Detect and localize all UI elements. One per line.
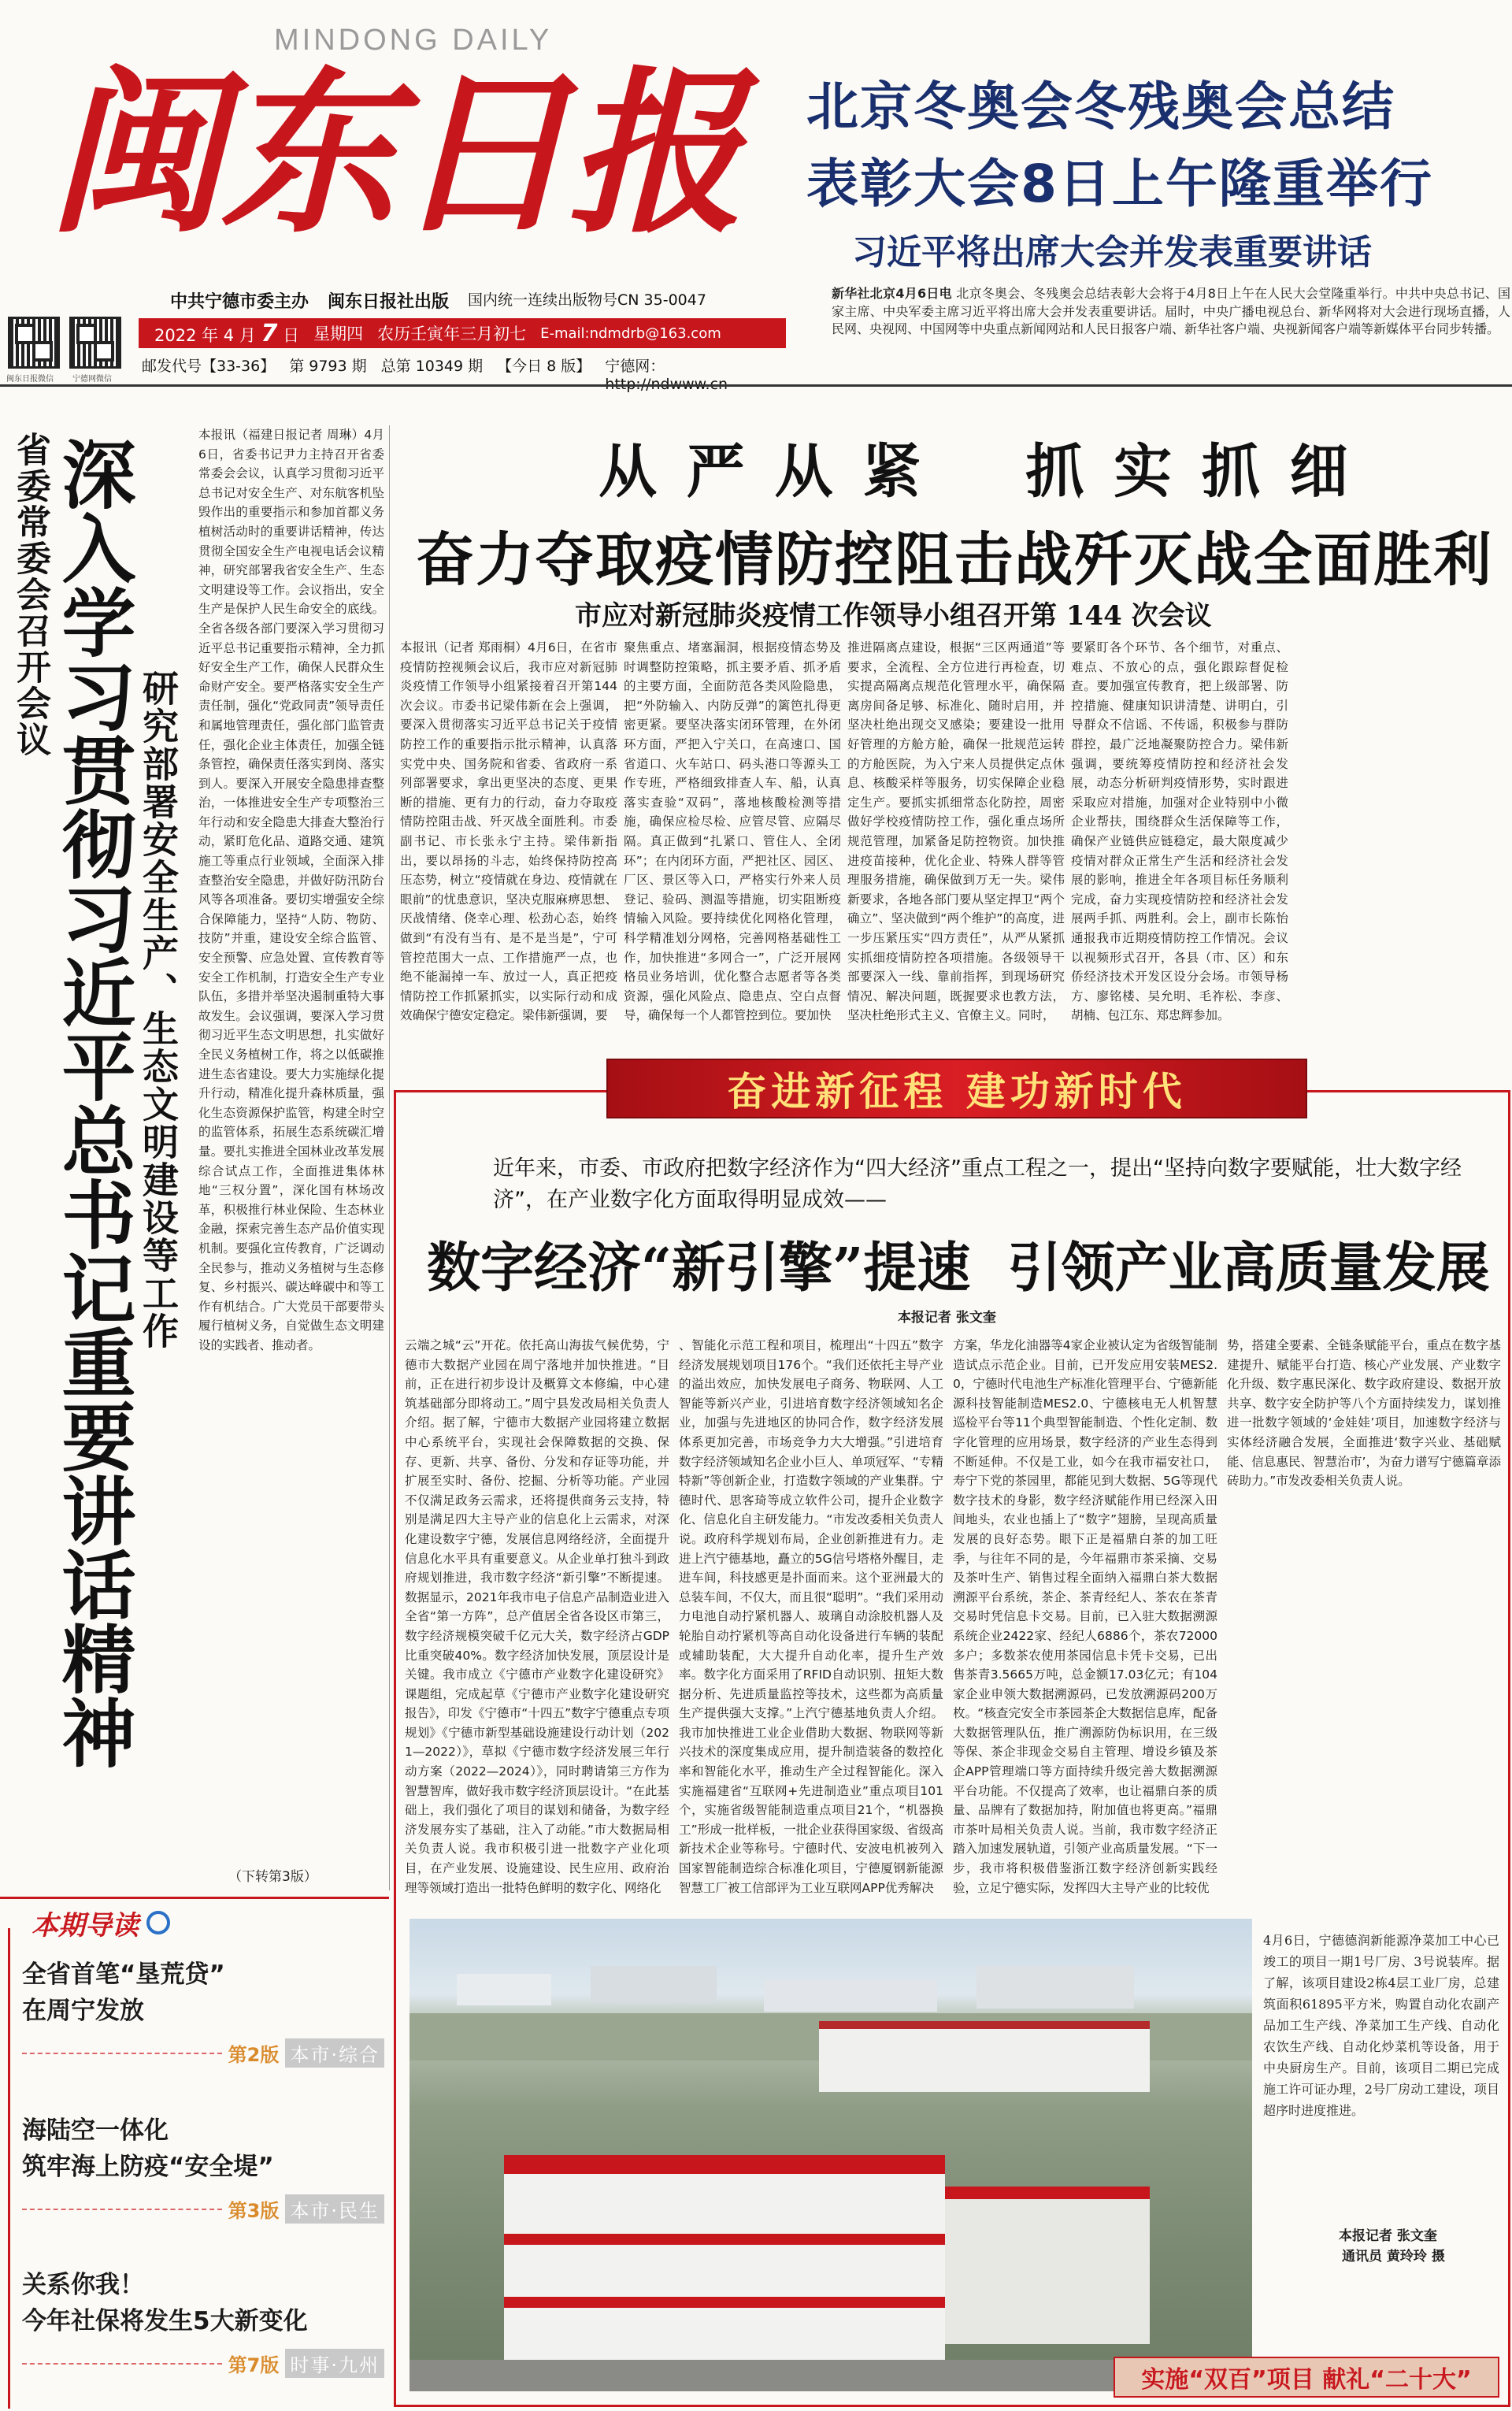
photo-tag: 实施“双百”项目 献礼“二十大” bbox=[1114, 2357, 1499, 2398]
feature-byline: 本报记者 张文奎 bbox=[898, 1310, 996, 1326]
website-link[interactable]: 宁德网： bbox=[605, 358, 665, 375]
guide-item-2-page: 第3版 bbox=[228, 2200, 280, 2222]
main-body-col4: 要紧盯各个环节、各个细节，对重点、难点、不放心的点，强化跟踪督促检查。要加强宣传教育，把上级部署、防控措施、健康知识讲清楚、讲明白，引导群众不信谣、不传谣，积极参与群防群控，最广泛地凝聚防控合力。梁伟新强调，要统筹疫情防控和经济社会发展，动态分析研判疫情形势，实时跟进采取应对措施，加强对企业特别中小微企业帮扶，围绕群众生活保障等工作，确保产业链供应链稳定，最大限度减少疫情对群众正常生产生活和经济社会发展的影响，推进全年各项目标任务顺利完成，奋力实现疫情防控和经济社会发展两手抓、两胜利。会上，副市长陈怡通报我市近期疫情防控工作情况。会议以视频形式召开，各县（市、区）和东侨经济技术开发区设分会场。市领导杨方、廖铭楼、吴允明、毛祚松、李彦、胡楠、包江东、郑忠辉参加。 bbox=[1071, 640, 1288, 1023]
guide-item-2[interactable] bbox=[22, 2112, 384, 2224]
issue-number: 第 9793 期 bbox=[289, 358, 367, 375]
guide-item-1-title1: 全省首笔“垦荒贷” bbox=[22, 1960, 225, 1989]
guide-item-3-label bbox=[22, 2349, 384, 2378]
feature-body-col4: 势，搭建全要素、全链条赋能平台，重点在数字基建提升、赋能平台打造、核心产业发展、产业数字化升级、数字惠民深化、数字政府建设、数据开放共享、数字安全防护等八个方面持续发力，谋划推进一批数字领域的‘金娃娃’项目，加速数字经济与实体经济融合发展，全面推进‘数字兴业、基础赋能、信息惠民、智慧治市’，为奋力谱写宁德篇章添砖助力。”市发改委相关负责人说。 bbox=[1227, 1338, 1501, 1489]
main-body-col2: 聚焦重点、堵塞漏洞，根据疫情态势及时调整防控策略，抓主要矛盾、抓矛盾的主要方面，全面防范各类风险隐患，把“外防输入、内防反弹”的篱笆扎得更密更紧。要坚决落实闭环管理，在外闭环方面，严把入宁关口，在高速口、国省道口、火车站口、码头港口等源头工作专班，严格细致排查人车、船，认真落实查验“双码”，落地核酸检测等措施，确保应检尽检、应管尽管、应隔尽隔。真正做到“扎紧口、管住人、全闭环”；在内闭环方面，严把社区、园区、厂区、景区等入口，严格实行外来人员登记、验码、测温等措施，切实阻断疫情输入风险。要持续优化网格化管理，科学精准划分网格，完善网格基础性工作，加快推进“多网合一”，广泛开展网格员业务培训，优化整合志愿者等各类资源，强化风险点、隐患点、空白点督导，确保每一个人都管控到位。要加快 bbox=[624, 640, 841, 1023]
guide-item-1-label bbox=[22, 2038, 384, 2068]
feature-photo[interactable] bbox=[410, 1919, 1252, 2391]
guide-item-3-title1: 关系你我！ bbox=[22, 2271, 144, 2299]
main-subtitle: 市应对新冠肺炎疫情工作领导小组召开第 144 次会议 bbox=[575, 600, 1212, 632]
guide-item-1-section: 本市·综合 bbox=[285, 2038, 384, 2068]
left-subhead: 研究部署安全生产、生态文明建设等工作 bbox=[137, 670, 180, 1350]
date-bar bbox=[139, 318, 786, 348]
main-body-col3: 推进隔离点建设，根据“三区两通道”等要求，全流程、全方位进行再检查，切实提高隔离点规范化管理水平，确保隔离房间备足够、标准化、随时启用，并坚决杜绝出现交叉感染；要建设一批用好管理的方舱方舱，确保一批规范运转的方舱医院，为入宁来人员提供定点休息、核酸采样等服务，切实保障企业稳定生产。要抓实抓细常态化防控，周密做好学校疫情防控工作，强化重点场所规范管理，加紧备足防控物资。加快推进疫苗接种，优化企业、特殊人群等管理服务措施，确保做到万无一失。梁伟新要求，各地各部门要从坚定捍卫“两个确立”、坚决做到“两个维护”的高度，进一步压紧压实“四方责任”，从严从紧抓实抓细疫情防控各项措施。各级领导干部要深入一线、靠前指挥，到现场研究情况、解决问题，既握要求也教方法，坚决杜绝形式主义、官僚主义。同时， bbox=[847, 640, 1065, 1023]
page-count: 【今日 8 版】 bbox=[497, 358, 591, 375]
left-article-body-a: 本报讯（福建日报记者 周琳）4月6日，省委书记尹力主持召开省委常委会会议，认真学习贯彻习近平总书记对安全生产、对东航客机坠毁作出的重要指示和参加首都义务植树活动时的重要讲话精神，传达贯彻全国安全生产电视电话会议精神，研究部署我省安全生产、生态文明建设等工作。会议指出，安全生产是保护人民生命安全的底线。全省各级各部门要深入学习贯彻习近平总书记重要指示精神，全力抓好安全生产工作，确保人民群众生命财产安全。要严格落实安全生产责任制，强化“党政同责”领导责任和属地管理责任，强化部门监管责任，强化企业主体责任，加强全链条管控，确保责任落实到岗、落实到人。要深入开展安全隐患排查整治，一体推进安全生产专项整治三年行动和安全隐患大排查大整治行动，紧盯危化品、道路交通、建筑施工等重点行业领域，全面深入排查整治安全隐患，并做好防汛防台风等各项准备。要切实增强安全综合保障能力，坚持“人防、物防、技防”并重，建设安全综合监管、安全预警、应急处置、宣传教育等安全工作机制，打造安全生产专业队伍，多措并举坚决遏制重特大事故发生。会议强调，要深入学习贯彻习近平生态文明思想，扎实做好全民义务植树工作，将之以低碳推进生态省建设。要大力实施绿化提升行动，精准化提升森林质量，强化生态资源保护监管，构建全时空的监管体系，拓展生态系统碳汇增量。要扎实推进全国林业改革发展综合试点工作，全面推进集体林地“三权分置”，深化国有林场改革，积极推行林业保险、生态林业金融，探索完善生态产品价值实现机制。要强化宣传教育，广泛调动全民参与，推动义务植树与生态修复、乡村振兴、碳达峰碳中和等工作有机结合。广大党员干部要带头履行植树义务，自觉做生态文明建设的实践者、推动者。 bbox=[198, 428, 384, 1352]
guide-item-3-section: 时事·九州 bbox=[285, 2349, 384, 2378]
masthead-sponsor: 中共宁德市委主办 bbox=[170, 292, 309, 312]
feature-body-col1: 云端之城“云”开花。依托高山海拔气候优势，宁德市大数据产业园在周宁落地并加快推进。“目前，正在进行初步设计及概算文本修编，中心建筑基础部分即将动工。”周宁县发改局相关负责人介绍。据了解，宁德市大数据产业园将建立数据中心系统平台，实现社会保障数据的交换、保存、更新、共享、备份、分发和存证等功能，并扩展至实时、备份、挖掘、分析等功能。产业园不仅满足政务云需求，还将提供商务云支持，特别是满足四大主导产业的信息化上云需求，对深化建设数字宁德，发展信息网络经济，全面提升信息化水平具有重要意义。从企业单打独斗到政府规划推进，我市数字经济“新引擎”不断提速。数据显示，2021年我市电子信息产品制造业进入全省“第一方阵”，总产值居全省各设区市第三，数字经济规模突破千亿元大关，数字经济占GDP比重突破40%。数字经济加快发展，顶层设计是关键。我市成立《宁德市产业数字化建设研究》课题组，完成起草《宁德市产业数字化建设研究报告》，印发《宁德市“十四五”数字宁德重点专项规划》《宁德市新型基础设施建设行动计划（2021—2022）》，草拟《宁德市数字经济发展三年行动方案（2022—2024）》，同时聘请第三方作为智慧智库，做好我市数字经济顶层设计。“在此基础上，我们强化了项目的谋划和储备，为数字经济发展夯实了基础，注入了动能。”市大数据局相关负责人说。我市积极引进一批数字产业化项目，在产业发展、设施建设、民生应用、政府治理等领域打造出一批特色鲜明的数字化、网络化 bbox=[405, 1338, 669, 1895]
left-article-body-b bbox=[5, 1731, 384, 1849]
total-issue: 总第 10349 期 bbox=[380, 358, 484, 375]
guide-item-3-title2: 今年社保将发生5大新变化 bbox=[22, 2307, 308, 2335]
feature-body-col3: 方案，华龙化油器等4家企业被认定为省级智能制造试点示范企业。目前，已开发应用安装MES2.0，宁德时代电池生产标准化管理平台、宁德新能源科技智能制造MES2.0、宁德核电无人机智慧巡检平台等11个典型智能制造、个性化定制、数字化管理的应用场景，数字经济的产业生态得到不断延伸。不仅是工业，如今在我市福安社口，寿宁下党的茶园里，都能见到大数据、5G等现代数字技术的身影，数字经济赋能作用已经深入田间地头，农业也插上了“数字”翅膀，呈现高质量发展的良好态势。眼下正是福鼎白茶的加工旺季，与往年不同的是，今年福鼎市茶采摘、交易及茶叶生产、销售过程全面纳入福鼎白茶大数据溯源平台系统，茶企、茶青经纪人、茶农在茶青交易时凭信息卡交易。目前，已入驻大数据溯源系统企业2422家、经纪人6886个，茶农72000多户；多数茶农使用茶园信息卡凭卡交易，已出售茶青3.5665万吨，总金额17.03亿元；有104家企业申领大数据溯源码，已发放溯源码200万枚。“核查完安全市茶园茶企大数据信息库，配备大数据管理队伍，推广溯源防伪标识用，在三级等保、茶企非现金交易自主管理、增设乡镇及茶企APP管理端口等方面持续升级完善大数据溯源平台功能。不仅提高了效率，也让福鼎白茶的质量、品牌有了数据加持，附加值也将更高。”福鼎市茶叶局相关负责人说。当前，我市数字经济正踏入加速发展轨道，引领产业高质量发展。“下一步，我市将积极借鉴浙江数字经济创新实践经验，立足宁德实际，发挥四大主导产业的比较优 bbox=[953, 1338, 1217, 1895]
lunar-date: 农历壬寅年三月初七 bbox=[377, 325, 527, 343]
guide-item-2-section: 本市·民生 bbox=[285, 2194, 384, 2224]
guide-item-1-title2: 在周宁发放 bbox=[22, 1997, 144, 2025]
masthead-publisher: 闽东日报社出版 bbox=[328, 292, 450, 312]
photo-caption: 4月6日，宁德德润新能源净菜加工中心已竣工的项目一期1号厂房、3号说装库。据了解，该项目建设2栋4层工业厂房，总建筑面积61895平方米，购置自动化农副产品加工生产线、净菜加工生产线、自动化农饮生产线、自动化炒菜机等设备，用于中央厨房生产。目前，该项目二期已完成施工许可证办理，2号厂房动工建设，项目超序时进度推进。 bbox=[1263, 1933, 1499, 2118]
feature-banner: 奋进新征程 建功新时代 bbox=[606, 1059, 1307, 1118]
postal-code: 邮发代号【33-36】 bbox=[142, 358, 276, 375]
qr-caption-2: 宁德网微信 bbox=[72, 375, 112, 384]
photo-credit-correspondent: 通讯员 黄玲玲 摄 bbox=[1342, 2249, 1445, 2264]
top-news-title-2: 表彰大会8日上午隆重举行 bbox=[806, 154, 1433, 214]
guide-item-1[interactable] bbox=[22, 1957, 384, 2068]
guide-header bbox=[0, 1905, 389, 1941]
top-news-body: 新华社北京4月6日电 北京冬奥会、冬残奥会总结表彰大会将于4月8日上午在人民大会堂隆重举行。中共中央总书记、国家主席、中央军委主席习近平将出席大会并发表重要讲话。届时，中央广播电视总台、新华网将对大会进行现场直播，人民网、央视网、中国网等中央重点新闻网站和人民日报客户端、新华社客户端、央视新闻客户端等新媒体平台同步转播。 bbox=[832, 286, 1510, 336]
guide-item-3[interactable] bbox=[22, 2267, 384, 2378]
qr-code-2[interactable] bbox=[69, 317, 121, 369]
guide-title: 本期导读 bbox=[32, 1909, 139, 1942]
guide-item-3-page: 第7版 bbox=[228, 2354, 280, 2376]
masthead-info-row1 bbox=[170, 288, 792, 313]
qr-code-1[interactable] bbox=[8, 317, 60, 369]
factory-illustration bbox=[410, 1919, 1252, 2391]
guide-item-2-title2: 筑牢海上防疫“安全堤” bbox=[22, 2153, 274, 2181]
weekday: 星期四 bbox=[313, 325, 364, 343]
guide-icon bbox=[146, 1911, 170, 1934]
masthead-info-row2 bbox=[142, 354, 788, 393]
guide-item-2-title1: 海陆空一体化 bbox=[22, 2116, 169, 2145]
masthead-cn: 国内统一连续出版物号CN 35-0047 bbox=[468, 291, 706, 309]
top-news-dateline: 新华社北京4月6日电 bbox=[832, 286, 952, 301]
main-title-1: 从 严 从 紧 抓 实 抓 细 bbox=[598, 438, 1353, 506]
guide-left-rule bbox=[8, 1928, 10, 2409]
feature-lead: 近年来，市委、市政府把数字经济作为“四大经济”重点工程之一，提出“坚持向数字要赋能，壮大数字经济”，在产业数字化方面取得明显成效—— bbox=[493, 1156, 1462, 1212]
masthead-rule bbox=[0, 384, 1512, 387]
left-bottom-rule bbox=[0, 1897, 389, 1899]
feature-headline: 数字经济“新引擎”提速 引领产业高质量发展 bbox=[427, 1237, 1490, 1300]
email[interactable]: E-mail:ndmdrb@163.com bbox=[540, 325, 721, 342]
qr-caption-1: 闽东日报微信 bbox=[6, 375, 54, 384]
top-news-subtitle: 习近平将出席大会并发表重要讲话 bbox=[852, 232, 1372, 273]
main-body-col5 bbox=[1295, 638, 1510, 1027]
top-news-title-1: 北京冬奥会冬残奥会总结 bbox=[806, 76, 1395, 137]
date-year: 2022 年 4 月 7 日 bbox=[154, 319, 300, 347]
left-article-continue[interactable]: （下转第3版） bbox=[228, 1869, 317, 1885]
left-headline: 深入学习贯彻习近平总书记重要讲话精神 bbox=[49, 436, 135, 1769]
guide-item-2-label bbox=[22, 2194, 384, 2224]
left-kicker: 省委常委会召开会议 bbox=[10, 432, 50, 758]
left-col-rule bbox=[389, 425, 390, 1890]
guide-item-1-page: 第2版 bbox=[228, 2044, 280, 2066]
feature-body-col2: 、智能化示范工程和项目，梳理出“十四五”数字经济发展规划项目176个。“我们还依托主导产业的溢出效应，加快发展电子商务、物联网、人工智能等新兴产业，引进培育数字经济领域知名企业，加强与先进地区的协同合作，数字经济发展体系更加完善，市场竞争力大大增强。”引进培育数字经济领域知名企业小巨人、单项冠军、“专精特新”等创新企业，打造数字领域的产业集群。宁德时代、思客琦等成立软件公司，提升企业数字化、信息化自主研发能力。“市发改委相关负责人说。政府科学规划布局，企业创新推进有力。走进上汽宁德基地，矗立的5G信号塔格外醒目，走进车间，科技感更是扑面而来。这个亚洲最大的总装车间，不仅大，而且很“聪明”。“我们采用动力电池自动拧紧机器人、玻璃自动涂胶机器人及轮胎自动拧紧机等高自动化设备进行车辆的装配或辅助装配，大大提升自动化率，提升生产效率。数字化方面采用了RFID自动识别、扭矩大数据分析、先进质量监控等技术，这些都为高质量生产提供强大支撑。”上汽宁德基地负责人介绍。我市加快推进工业企业借助大数据、物联网等新兴技术的深度集成应用，提升制造装备的数控化率和智能化水平，推动生产全过程智能化。深入实施福建省“互联网+先进制造业”重点项目101个，实施省级智能制造重点项目21个，“机器换工”形成一批样板，一批企业获得国家级、省级高新技术企业等称号。宁德时代、安波电机被列入国家智能制造综合标准化项目，宁德厦钢新能源智慧工厂被工信部评为工业互联网APP优秀解决 bbox=[679, 1338, 943, 1895]
photo-credit-reporter: 本报记者 张文奎 bbox=[1339, 2228, 1437, 2244]
main-body-col1: 本报讯（记者 郑雨桐）4月6日，在省市疫情防控视频会议后，我市应对新冠肺炎疫情工作领导小组紧接着召开第144次会议。市委书记梁伟新在会上强调，要深入贯彻落实习近平总书记关于疫情防控工作的重要指示批示精神，认真落实党中央、国务院和省委、省政府一系列部署要求，拿出更坚决的态度、更果断的措施、更有力的行动，奋力夺取疫情防控阻击战、歼灭战全面胜利。市委副书记、市长张永宁主持。梁伟新指出，要以昂扬的斗志，始终保持防控高压态势，树立“疫情就在身边、疫情就在眼前”的忧患意识，坚决克服麻痹思想、厌战情绪、侥幸心理、松劲心态，始终做到“有没有当有、是不是当是”，宁可管控范围大一点、工作措施严一点，也绝不能漏掉一车、放过一人，真正把疫情防控工作抓紧抓实，以实际行动和成效确保宁德安定稳定。梁伟新强调，要 bbox=[400, 640, 617, 1023]
masthead-title: 闽东日报 bbox=[47, 50, 740, 257]
main-title-2: 奋力夺取疫情防控阻击战歼灭战全面胜利 bbox=[416, 526, 1493, 594]
masthead-english: MINDONG DAILY bbox=[274, 24, 553, 57]
